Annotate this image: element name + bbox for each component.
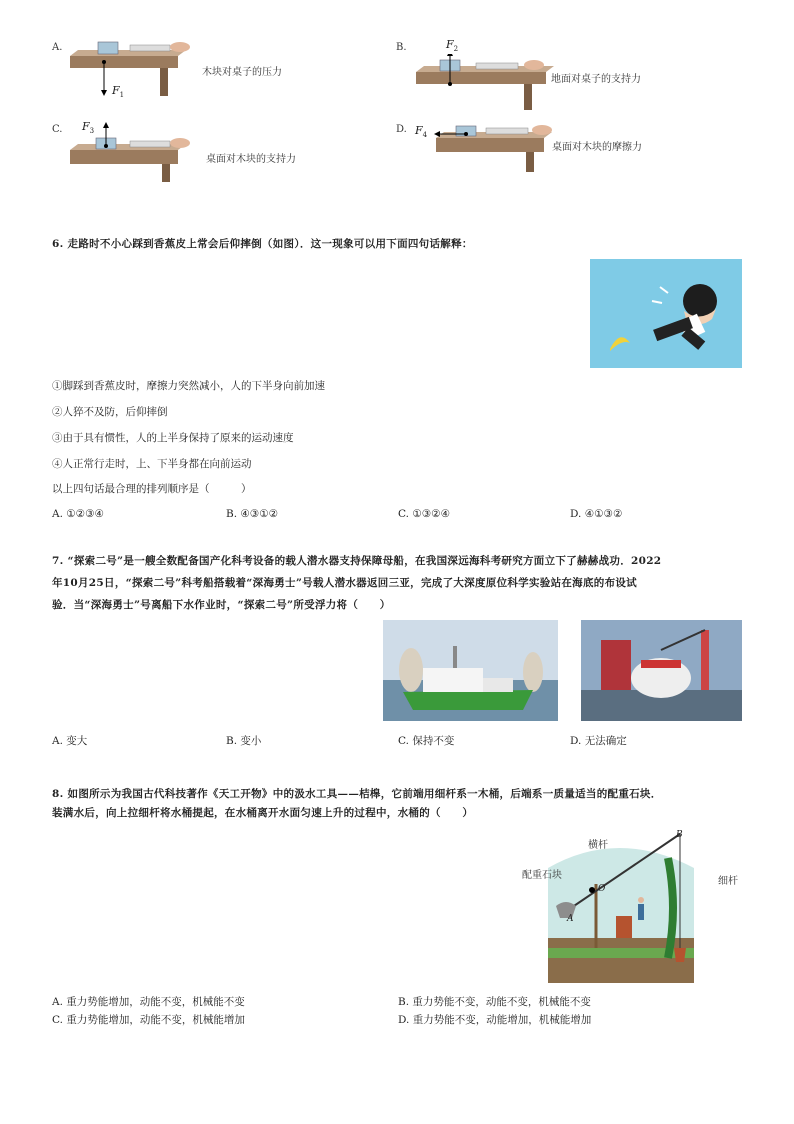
- q8-option-b[interactable]: B. 重力势能不变，动能不变，机械能不变: [398, 996, 591, 1008]
- caption-d: 桌面对木块的摩擦力: [552, 142, 642, 153]
- q6-statement-4: ④人正常行走时，上、下半身都在向前运动: [52, 458, 252, 470]
- q8-option-a[interactable]: A. 重力势能增加，动能不变，机械能不变: [52, 996, 245, 1008]
- q6-statement-1: ①脚踩到香蕉皮时，摩擦力突然减小，人的下半身向前加速: [52, 380, 325, 392]
- banana-fall-image: [590, 259, 742, 368]
- q8-option-c[interactable]: C. 重力势能增加，动能不变，机械能增加: [52, 1014, 245, 1026]
- label-beam: 横杆: [588, 840, 608, 851]
- label-rod: 细杆: [718, 876, 738, 887]
- q7-stem-line3: 验．当“深海勇士”号离船下水作业时，“探索二号”所受浮力将（ ）: [52, 599, 391, 611]
- label-stone: 配重石块: [522, 870, 562, 881]
- option-c-letter: C.: [52, 124, 63, 135]
- q8-stem-line1: 8. 如图所示为我国古代科技著作《天工开物》中的汲水工具——桔槔，它前端用细杆系一木桶，后端系一质量适当的配重石块．: [52, 788, 662, 800]
- q7-option-d[interactable]: D. 无法确定: [570, 735, 627, 747]
- q7-option-c[interactable]: C. 保持不变: [398, 735, 455, 747]
- force-f4-label: $F_4$: [415, 124, 428, 140]
- figure-b-table: [414, 54, 554, 118]
- q6-stem: 6. 走路时不小心踩到香蕉皮上常会后仰摔倒（如图）．这一现象可以用下面四句话解释：: [52, 238, 473, 250]
- shadoof-figure: [548, 828, 694, 983]
- q6-statement-3: ③由于具有惯性，人的上半身保持了原来的运动速度: [52, 432, 294, 444]
- caption-a: 木块对桌子的压力: [202, 67, 282, 78]
- q8-option-d[interactable]: D. 重力势能不变，动能增加，机械能增加: [398, 1014, 592, 1026]
- label-point-o: O: [598, 884, 606, 894]
- q6-statement-2: ②人猝不及防，后仰摔倒: [52, 406, 168, 418]
- q6-option-c[interactable]: C. ①③②④: [398, 508, 450, 520]
- q6-question: 以上四句话最合理的排列顺序是（ ）: [52, 483, 252, 495]
- label-point-b: B: [676, 830, 683, 840]
- figure-c-table: [68, 120, 208, 186]
- caption-c: 桌面对木块的支持力: [206, 154, 296, 165]
- option-a-letter: A.: [52, 42, 63, 53]
- option-d-letter: D.: [396, 124, 407, 135]
- force-f1-label: $F_1$: [112, 84, 125, 100]
- caption-b: 地面对桌子的支持力: [551, 74, 641, 85]
- q7-option-a[interactable]: A. 变大: [52, 735, 88, 747]
- q7-stem-line1: 7. “探索二号”是一艘全数配备国产化科考设备的载人潜水器支持保障母船，在我国深远海科考研究方面立下了赫赫战功．2022: [52, 555, 662, 567]
- force-f3-label: $F_3$: [82, 120, 95, 136]
- q6-option-a[interactable]: A. ①②③④: [52, 508, 104, 520]
- q6-option-b[interactable]: B. ④③①②: [226, 508, 279, 520]
- q6-option-d[interactable]: D. ④①③②: [570, 508, 623, 520]
- force-f2-label: $F_2$: [446, 38, 459, 54]
- q8-stem-line2: 装满水后，向上拉细杆将水桶提起，在水桶离开水面匀速上升的过程中，水桶的（ ）: [52, 807, 474, 819]
- q7-option-b[interactable]: B. 变小: [226, 735, 262, 747]
- label-point-a: A: [567, 914, 574, 924]
- option-b-letter: B.: [396, 42, 407, 53]
- ship-photo: [383, 620, 558, 721]
- submersible-photo: [581, 620, 742, 721]
- figure-a-table: [68, 38, 208, 102]
- figure-d-table: [434, 120, 554, 174]
- q7-stem-line2: 年10月25日，“探索二号”科考船搭载着“深海勇士”号载人潜水器返回三亚，完成了大深度原位科学实验站在海底的布设试: [52, 577, 637, 589]
